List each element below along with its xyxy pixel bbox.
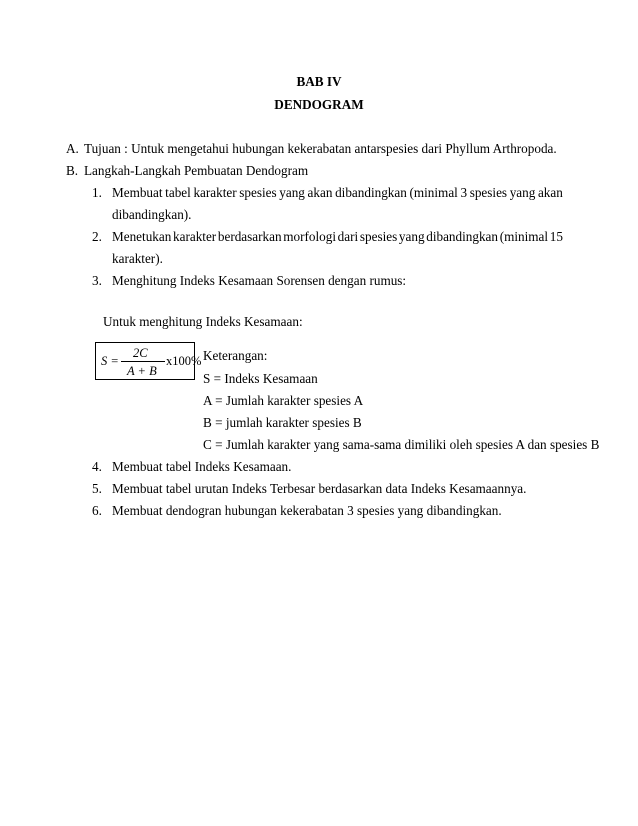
legend-title: Keterangan: [203,348,268,363]
legend-item: C = Jumlah karakter yang sama-sama dimiliki oleh spesies A dan spesies B [203,437,600,452]
step-1-word: (minimal [409,185,458,200]
step-6-text: Membuat dendogran hubungan kekerabatan 3 spesies yang dibandingkan. [112,503,502,518]
sorensen-formula [95,342,202,380]
step-5-text: Membuat tabel urutan Indeks Terbesar berdasarkan data Indeks Kesamaannya. [112,481,527,496]
formula-multiplier: x100% [166,354,202,368]
step-1-line-1 [112,185,563,201]
step-2-word: 15 [549,229,563,244]
step-2-line-2: karakter). [112,251,163,266]
section-a-marker: A. [66,141,79,156]
section-a-text: Tujuan : Untuk mengetahui hubungan kekerabatan antarspesies dari Phyllum Arthropoda. [84,141,557,156]
step-2-word: spesies [359,229,398,244]
fraction-bar [121,361,165,362]
step-1-word: Membuat [112,185,163,200]
chapter-title: DENDOGRAM [274,97,364,112]
step-2-line-1 [112,229,563,245]
step-1-word: akan [307,185,333,200]
formula-intro: Untuk menghitung Indeks Kesamaan: [103,314,303,329]
step-2-word: berdasarkan [217,229,282,244]
step-2-word: dari [337,229,359,244]
step-4-number: 4. [92,459,102,474]
step-1-word: spesies [239,185,277,200]
step-2-number: 2. [92,229,102,244]
step-6-number: 6. [92,503,102,518]
step-2-word: karakter [173,229,217,244]
chapter-heading: BAB IV [296,74,342,89]
step-2-word: (minimal [499,229,549,244]
step-5-number: 5. [92,481,102,496]
step-2-word: yang [398,229,425,244]
step-3-text: Menghitung Indeks Kesamaan Sorensen dengan rumus: [112,273,407,288]
legend-item: B = jumlah karakter spesies B [203,415,362,430]
step-1-word: spesies [469,185,508,200]
step-1-word: dibandingkan [335,185,407,200]
step-4-text: Membuat tabel Indeks Kesamaan. [112,459,292,474]
formula-numerator: 2C [133,346,148,360]
section-b-text: Langkah-Langkah Pembuatan Dendogram [84,163,309,178]
step-1-word: 3 [460,185,468,200]
step-2-word: Menetukan [112,229,172,244]
legend-item: S = Indeks Kesamaan [203,371,318,386]
step-1-word: yang [279,185,305,200]
formula-lhs: S = [101,354,119,368]
step-1-word: tabel [165,185,191,200]
legend-item: A = Jumlah karakter spesies A [203,393,364,408]
step-3-number: 3. [92,273,102,288]
step-1-number: 1. [92,185,102,200]
step-2-word: morfologi [283,229,336,244]
step-2-word: dibandingkan [426,229,499,244]
step-1-word: yang [509,185,536,200]
step-1-word: karakter [193,185,237,200]
section-b-marker: B. [66,163,79,178]
step-1-line-2: dibandingkan). [112,207,192,222]
formula-denominator: A + B [127,364,157,378]
step-1-word: akan [537,185,563,200]
